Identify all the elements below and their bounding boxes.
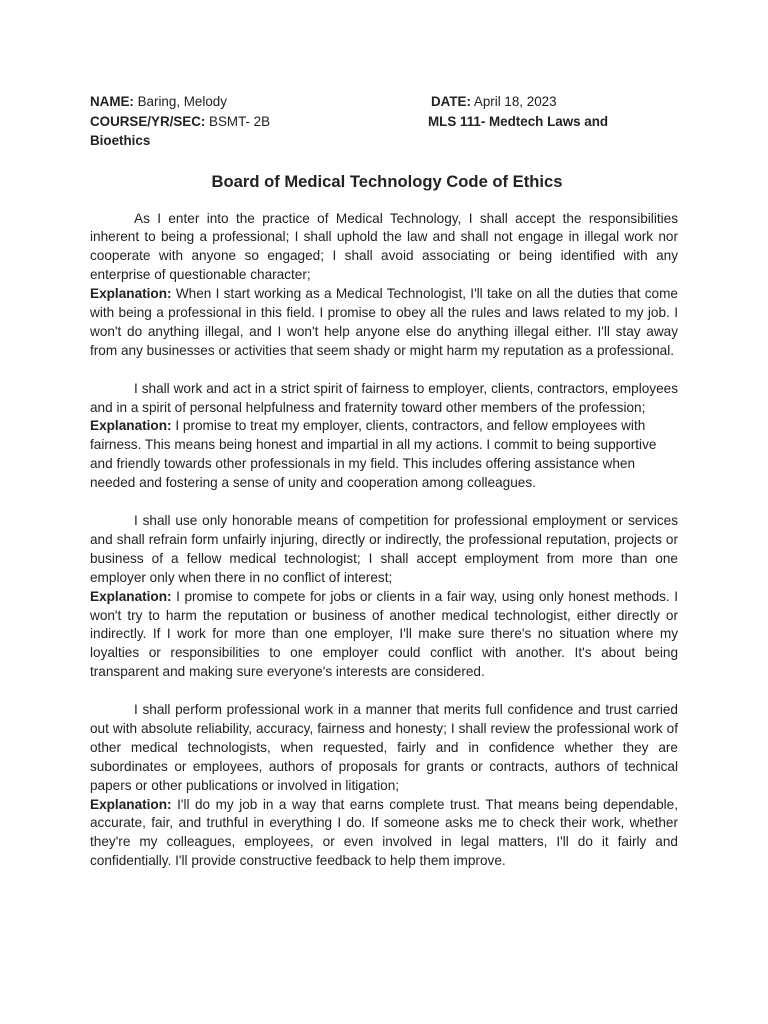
- document-header: [90, 92, 678, 151]
- subject-line-2: Bioethics: [90, 133, 151, 148]
- principle-paragraph: As I enter into the practice of Medical Technology, I shall accept the responsibilities inherent to being a professional; I shall uphold the law and shall not engage in illegal work nor cooperate with anyone so engaged; I shall avoid associating or being identified with any enterprise of questionable character;: [90, 210, 678, 283]
- date-label: DATE:: [431, 94, 471, 109]
- name-field: [90, 92, 227, 112]
- explanation-text: I promise to treat my employer, clients, contractors, and fellow employees with fairness. This means being honest and impartial in all my actions. I commit to being supportive and friendly towards other professionals in my field. This includes offering assistance when needed and fostering a sense of unity and cooperation among colleagues.: [90, 418, 657, 491]
- explanation-text: I'll do my job in a way that earns complete trust. That means being dependable, accurate, fair, and truthful in everything I do. If someone asks me to check their work, whether they're my colleagues, employees, or even involved in legal matters, I'll do it fairly and confidentially. I'll provide constructive feedback to help them improve.: [90, 796, 678, 869]
- date-field: [431, 92, 557, 112]
- name-label: NAME:: [90, 94, 134, 109]
- date-value: April 18, 2023: [470, 94, 557, 109]
- name-value: Baring, Melody: [133, 94, 227, 109]
- explanation-label: Explanation:: [90, 286, 172, 302]
- explanation-text: When I start working as a Medical Technologist, I'll take on all the duties that come with being a professional in this field. I promise to obey all the rules and laws related to my job. I won't do anything illegal, and I won't help anyone else do anything illegal either. I'll stay away from any businesses or activities that seem shady or might harm my reputation as a professional.: [90, 286, 678, 358]
- course-value: BSMT- 2B: [205, 113, 271, 129]
- course-label: COURSE/YR/SEC:: [90, 113, 206, 129]
- header-row-1: [90, 92, 678, 112]
- principle-paragraph: I shall perform professional work in a manner that merits full confidence and trust carried out with absolute reliability, accuracy, fairness and honesty; I shall review the professional work of other medical technologists, when requested, fairly and in confidence whether they are subordinates or employees, authors of proposals for grants or contracts, authors of technical papers or other publications or involved in litigation;: [90, 702, 678, 793]
- explanation-label: Explanation:: [90, 588, 172, 604]
- explanation-text: I promise to compete for jobs or clients in a fair way, using only honest methods. I won't try to harm the reputation or business of another medical technologist, either directly or indirectly. If I work for more than one employer, I'll make sure there's no situation where my loyalties or responsibilities to one employer could conflict with another. It's about being transparent and making sure everyone's interests are considered.: [90, 588, 678, 680]
- principle-paragraph: I shall use only honorable means of competition for professional employment or services and shall refrain form unfairly injuring, directly or indirectly, the professional reputation, projects or business of a fellow medical technologist; I shall accept employment from more than one employer only when there in no conflict of interest;: [90, 512, 678, 585]
- paragraph-gap: [90, 493, 678, 512]
- paragraph-gap: [90, 361, 678, 380]
- principle-paragraph: I shall work and act in a strict spirit of fairness to employer, clients, contractors, employees and in a spirit of personal helpfulness and fraternity toward other members of the profession;: [90, 380, 678, 415]
- explanation-label: Explanation:: [90, 418, 172, 434]
- explanation-paragraph: [90, 285, 678, 361]
- explanation-paragraph: [90, 417, 678, 493]
- header-row-2: [90, 112, 678, 132]
- subject-line-1: MLS 111- Medtech Laws and: [428, 113, 609, 129]
- document-title: Board of Medical Technology Code of Ethics: [211, 171, 563, 191]
- explanation-label: Explanation:: [90, 796, 172, 812]
- explanation-paragraph: [90, 588, 678, 683]
- course-field: [90, 112, 270, 132]
- document-body: [90, 210, 678, 872]
- paragraph-gap: [90, 682, 678, 701]
- explanation-paragraph: [90, 796, 678, 872]
